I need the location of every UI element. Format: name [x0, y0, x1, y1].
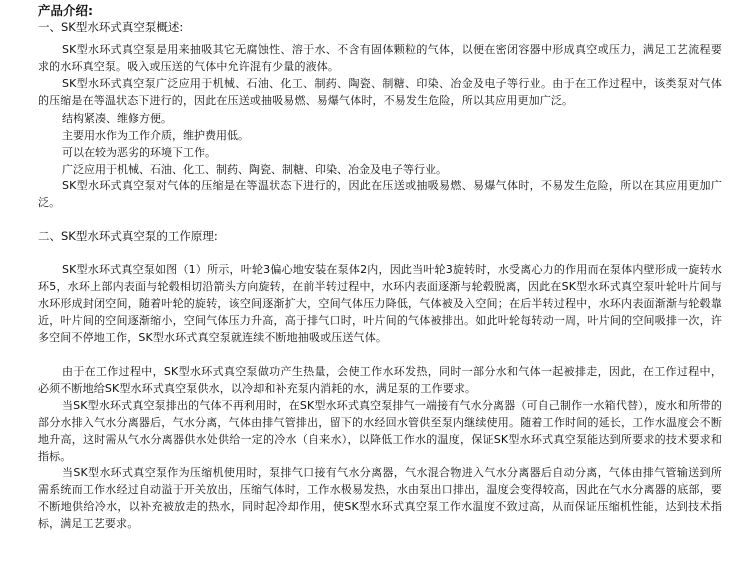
- feature-item: 广泛应用于机械、石油、化工、制药、陶瓷、制糖、印染、冶金及电子等行业。: [62, 162, 447, 176]
- section-1-paragraph-2: SK型水环式真空泵广泛应用于机械、石油、化工、制药、陶瓷、制糖、印染、冶金及电子等行业。由于在工作过程中，该类泵对气体的压缩是在等温状态下进行的，因此在压送或抽吸易燃、易爆气体时，不易发生危险，所以其应用更加广泛。: [38, 76, 722, 107]
- feature-item: 主要用水作为工作介质，维护费用低。: [62, 128, 249, 142]
- section-1-paragraph-1: SK型水环式真空泵是用来抽吸其它无腐蚀性、溶于水、不含有固体颗粒的气体，以便在密闭容器中形成真空或压力，满足工艺流程要求的水环真空泵。吸入或压送的气体中允许混有少量的液体。: [38, 43, 722, 73]
- feature-item: 可以在较为恶劣的环境下工作。: [62, 145, 216, 159]
- spacer: [38, 347, 722, 364]
- section-1-heading: 一、SK型水环式真空泵概述:: [38, 20, 184, 34]
- section-2-paragraph-2: 由于在工作过程中，SK型水环式真空泵做功产生热量，会使工作水环发热，同时一部分水和气体一起被排走，因此，在工作过程中，必须不断地给SK型水环式真空泵供水，以冷却和补充泵内消耗的水，满足泵的工作要求。: [38, 364, 722, 395]
- spacer: [38, 245, 722, 262]
- section-2-paragraph-3: 当SK型水环式真空泵排出的气体不再利用时，在SK型水环式真空泵排气一端接有气水分离器（可自己制作一水箱代替），废水和所带的部分水排入气水分离器后，气水分离，气体由排气管排出，留下的水经回水管供至泵内继续使用。随着工作时间的延长，工作水温度会不断地升高，这时需从气水分离器供水处供给一定的冷水（自来水），以降低工作水的温度，保证SK型水环式真空泵能达到所要求的技术要求和指标。: [38, 398, 722, 463]
- product-intro-document: [38, 2, 722, 533]
- section-2-paragraph-1: SK型水环式真空泵如图（1）所示，叶轮3偏心地安装在泵体2内，因此当叶轮3旋转时，水受离心力的作用而在泵体内壁形成一旋转水环5，水环上部内表面与轮毂相切沿箭头方向旋转，在前半转过程中，水环内表面逐渐与轮毂脱离，因此在SK型水环式真空泵叶轮叶片间与水环形成封闭空间，随着叶轮的旋转，该空间逐渐扩大，空间气体压力降低，气体被及入空间；在后半转过程中，水环内表面渐渐与轮毂靠近，叶片间的空间逐渐缩小，空间气体压力升高，高于排气口时，叶片间的气体被排出。如此叶轮每转动一周，叶片间的空间吸排一次，许多空间不停地工作，SK型水环式真空泵就连续不断地抽吸或压送气体。: [38, 263, 722, 345]
- page-title: 产品介绍:: [38, 3, 93, 18]
- spacer: [38, 211, 722, 228]
- feature-item: 结构紧凑、维修方便。: [62, 111, 172, 125]
- section-1-paragraph-3: SK型水环式真空泵对气体的压缩是在等温状态下进行的，因此在压送或抽吸易燃、易爆气体时，不易发生危险，所以在其应用更加广泛。: [38, 178, 722, 209]
- section-2-paragraph-4: 当SK型水环式真空泵作为压缩机使用时，泵排气口接有气水分离器，气水混合物进入气水分离器后自动分离，气体由排气管输送到所需系统而工作水经过自动溢于开关放出，压缩气体时，工作水极易发热，水由泵出口排出，温度会变得较高，因此在气水分离器的底部，要不断地供给冷水，以补充被放走的热水，同时起冷却作用，使SK型水环式真空泵工作水温度不致过高，从而保证压缩机性能，达到技术指标，满足工艺要求。: [38, 466, 722, 531]
- section-2-heading: 二、SK型水环式真空泵的工作原理:: [38, 229, 218, 244]
